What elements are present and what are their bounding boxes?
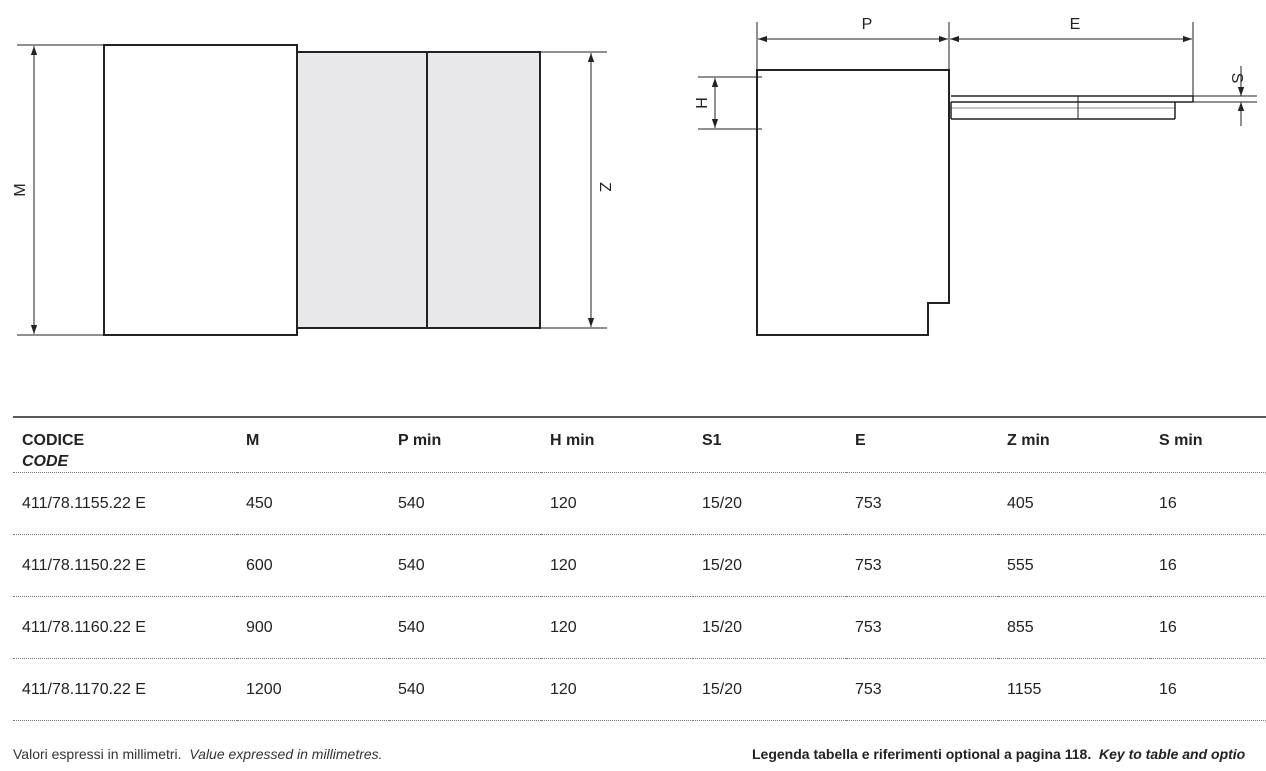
cell-s-min: 16 (1150, 473, 1266, 535)
dimension-m (12, 45, 104, 335)
cell-p-min: 540 (389, 473, 541, 535)
table-row (13, 597, 1266, 659)
header-code-it: CODICE (22, 432, 85, 449)
cell-code: 411/78.1155.22 E (13, 473, 237, 535)
cell-s1: 15/20 (693, 473, 846, 535)
footer-legend-it: Legenda tabella e riferimenti optional a pagina 118. (752, 746, 1092, 762)
cell-e: 753 (846, 597, 998, 659)
header-code (13, 417, 237, 473)
slide-rail (951, 96, 1193, 119)
spec-table (13, 416, 1266, 721)
footer-units-note (13, 746, 383, 763)
cell-s-min: 16 (1150, 535, 1266, 597)
table-row (13, 659, 1266, 721)
header-s-min: S min (1150, 417, 1266, 473)
header-h-min: H min (541, 417, 693, 473)
cell-z-min: 405 (998, 473, 1150, 535)
footer-legend-note (752, 746, 1266, 763)
cell-z-min: 1155 (998, 659, 1150, 721)
cabinet-side-profile (757, 70, 949, 335)
dimension-z-label: Z (596, 182, 613, 192)
cell-code: 411/78.1150.22 E (13, 535, 237, 597)
header-z-min: Z min (998, 417, 1150, 473)
table-row (13, 535, 1266, 597)
cell-m: 600 (237, 535, 389, 597)
cell-h-min: 120 (541, 659, 693, 721)
cell-e: 753 (846, 473, 998, 535)
cell-s1: 15/20 (693, 535, 846, 597)
cell-p-min: 540 (389, 597, 541, 659)
cell-z-min: 555 (998, 535, 1150, 597)
cell-z-min: 855 (998, 597, 1150, 659)
cell-h-min: 120 (541, 597, 693, 659)
dimension-h-label: H (694, 97, 711, 109)
table-row (13, 473, 1266, 535)
dimension-e-label: E (1069, 16, 1081, 33)
side-view-drawing (694, 16, 1257, 335)
front-view-drawing (12, 45, 613, 335)
cell-m: 1200 (237, 659, 389, 721)
cabinet-front-panel (104, 45, 297, 335)
dimension-p-label: P (861, 16, 873, 33)
cell-s1: 15/20 (693, 659, 846, 721)
cell-m: 450 (237, 473, 389, 535)
header-p-min: P min (389, 417, 541, 473)
cell-e: 753 (846, 659, 998, 721)
cell-m: 900 (237, 597, 389, 659)
dimension-z (540, 52, 613, 328)
cell-code: 411/78.1170.22 E (13, 659, 237, 721)
dimension-s-label: S (1228, 72, 1245, 84)
cell-h-min: 120 (541, 473, 693, 535)
cell-code: 411/78.1160.22 E (13, 597, 237, 659)
header-code-en: CODE (22, 453, 69, 470)
dimension-e (950, 16, 1193, 96)
dimension-m-label: M (12, 183, 29, 197)
cell-e: 753 (846, 535, 998, 597)
footer-legend-en: Key to table and optio (1099, 746, 1246, 762)
header-s1: S1 (693, 417, 846, 473)
dimension-s (1193, 66, 1257, 126)
cell-h-min: 120 (541, 535, 693, 597)
footer-units-it: Valori espressi in millimetri. (13, 746, 182, 762)
cell-p-min: 540 (389, 659, 541, 721)
cell-s-min: 16 (1150, 597, 1266, 659)
table-header-row (13, 417, 1266, 473)
header-m: M (237, 417, 389, 473)
pullout-panel-left (297, 52, 427, 328)
header-e: E (846, 417, 998, 473)
cell-p-min: 540 (389, 535, 541, 597)
footer-units-en: Value expressed in millimetres. (189, 746, 383, 762)
dimension-h (694, 77, 762, 129)
cell-s1: 15/20 (693, 597, 846, 659)
cell-s-min: 16 (1150, 659, 1266, 721)
pullout-panel-right (427, 52, 540, 328)
